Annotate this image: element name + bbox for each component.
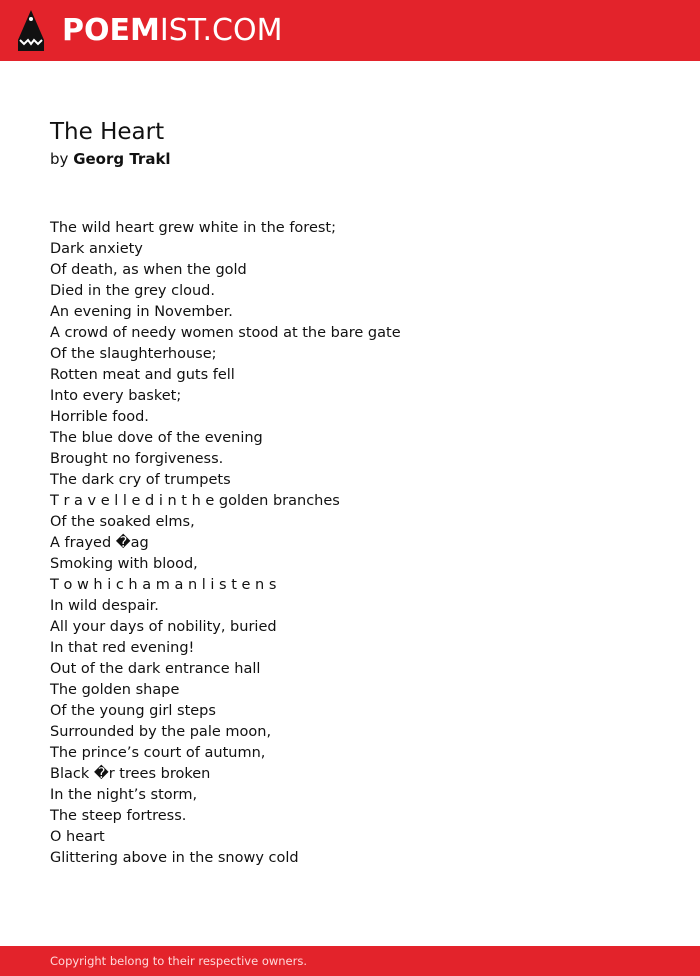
poem-line: Glittering above in the snowy cold [50, 850, 299, 866]
poem-line: An evening in November. [50, 304, 233, 320]
poem-line: Died in the grey cloud. [50, 283, 215, 299]
poem-line: In that red evening! [50, 640, 195, 656]
poem-line: Of the soaked elms, [50, 514, 195, 530]
poem-title: The Heart [50, 119, 165, 145]
pencil-logo-icon [18, 10, 44, 51]
site-logo[interactable] [62, 12, 282, 50]
poem-line: Dark anxiety [50, 241, 143, 257]
poem-line: Horrible food. [50, 409, 149, 425]
site-header [0, 0, 700, 61]
poem-line: A frayed �ag [50, 535, 149, 551]
poem-line: Rotten meat and guts fell [50, 367, 235, 383]
poem-line: A crowd of needy women stood at the bare gate [50, 325, 401, 341]
poem-line: O heart [50, 829, 105, 845]
logo-bold-text: POEM [62, 13, 160, 48]
poem-line: Into every basket; [50, 388, 182, 404]
poem-author: Georg Trakl [73, 150, 171, 168]
poem-line: The wild heart grew white in the forest; [50, 220, 336, 236]
poem-line: Of the slaughterhouse; [50, 346, 217, 362]
poem-line: Of death, as when the gold [50, 262, 247, 278]
poem-line: All your days of nobility, buried [50, 619, 277, 635]
poem-byline [50, 149, 171, 169]
poem-line: Brought no forgiveness. [50, 451, 224, 467]
poem-line: The steep fortress. [50, 808, 187, 824]
poem-line: Out of the dark entrance hall [50, 661, 261, 677]
poem-line: Of the young girl steps [50, 703, 216, 719]
poem-line: Smoking with blood, [50, 556, 198, 572]
poem-line: T o w h i c h a m a n l i s t e n s [50, 577, 277, 593]
by-label: by [50, 150, 69, 168]
poem-line: The blue dove of the evening [50, 430, 263, 446]
poem-line: The dark cry of trumpets [50, 472, 231, 488]
poem-body [50, 218, 401, 869]
poem-line: The prince’s court of autumn, [50, 745, 266, 761]
poem-line: T r a v e l l e d i n t h e golden branches [50, 493, 340, 509]
poem-line: Surrounded by the pale moon, [50, 724, 272, 740]
poem-line: In the night’s storm, [50, 787, 198, 803]
logo-light-text: IST.COM [159, 13, 283, 48]
copyright-text: Copyright belong to their respective owners. [50, 954, 308, 968]
poem-line: The golden shape [50, 682, 180, 698]
poem-line: Black �r trees broken [50, 766, 211, 782]
poem-line: In wild despair. [50, 598, 159, 614]
site-footer [0, 946, 700, 976]
